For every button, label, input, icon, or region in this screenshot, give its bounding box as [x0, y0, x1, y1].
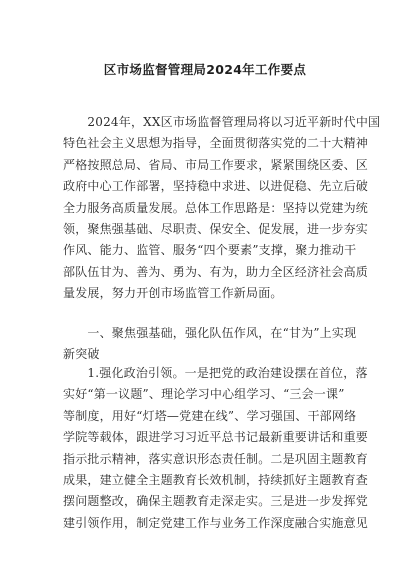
text-line: 量发展，努力开创市场监管工作新局面。	[63, 286, 283, 301]
text-line: 特色社会主义思想为指导，全面贯彻落实党的二十大精神	[63, 136, 369, 151]
text-line: 1.强化政治引领。一是把党的政治建设摆在首位，落	[63, 366, 368, 380]
text-line: 领，聚焦强基础、尽职责、保安全、促发展，进一步夯实	[63, 222, 369, 237]
text-line: 2024年，XX区市场监督管理局将以习近平新时代中国	[63, 115, 381, 129]
text-line: 指示批示精神，落实意识形态责任制。二是巩固主题教育	[63, 451, 369, 466]
paragraph-intro	[63, 112, 381, 305]
paragraph-item-1	[63, 363, 369, 534]
text-line: 严格按照总局、省局、市局工作要求，紧紧围绕区委、区	[63, 157, 369, 172]
text-line: 摆问题整改，确保主题教育走深走实。三是进一步发挥党	[63, 494, 369, 509]
text-line: 建引领作用，制定党建工作与业务工作深度融合实施意见	[63, 515, 369, 530]
section-heading	[63, 323, 357, 366]
text-line: 政府中心工作部署，坚持稳中求进、以进促稳、先立后破	[63, 179, 369, 194]
text-line: 新突破	[63, 347, 100, 362]
text-line: 作风、能力、监管、服务“四个要素”支撑，聚力推动干	[63, 243, 357, 258]
text-line: 全力服务高质量发展。总体工作思路是：坚持以党建为统	[63, 200, 369, 215]
text-line: 成果，建立健全主题教育长效机制，持续抓好主题教育查	[63, 473, 369, 488]
text-line: 实好“第一议题”、理论学习中心组学习、“三会一课”	[63, 387, 345, 402]
text-line: 等制度，用好“灯塔—党建在线”、学习强国、干部网络	[63, 408, 357, 423]
text-line: 学院等载体，跟进学习习近平总书记最新重要讲话和重要	[63, 430, 369, 445]
text-line: 一、聚焦强基础，强化队伍作风，在“甘为”上实现	[63, 326, 357, 340]
document-title: 区市场监督管理局2024年工作要点	[103, 62, 307, 77]
text-line: 部队伍甘为、善为、勇为、有为，助力全区经济社会高质	[63, 264, 369, 279]
